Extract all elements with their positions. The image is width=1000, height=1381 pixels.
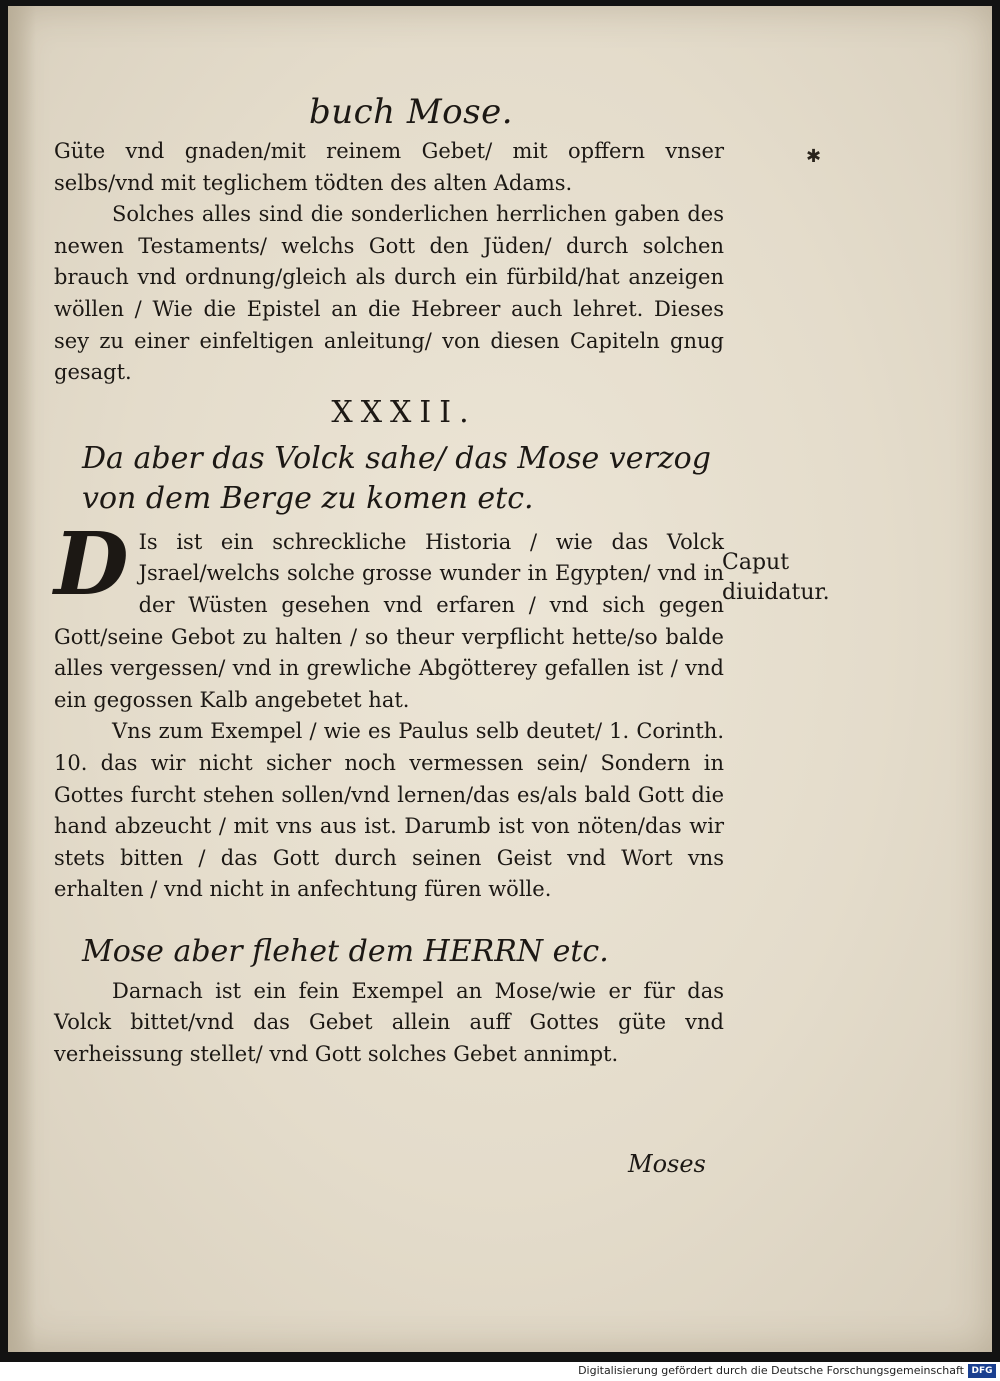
dfg-logo: DFG <box>968 1364 996 1378</box>
paragraph-continuation: Güte vnd gnaden/mit reinem Gebet/ mit opffern vnser selbs/vnd mit teglichem tödten des alten Adams. <box>54 139 724 195</box>
chapter-number: XXXII. <box>331 394 477 430</box>
drop-cap-initial: D <box>54 513 129 615</box>
footer-credit: Digitalisierung gefördert durch die Deutsche Forschungsgemeinschaft <box>578 1364 964 1377</box>
paragraph-gaben: Solches alles sind die sonderlichen herrlichen gaben des newen Testaments/ welchs Gott den Jüden/ durch solchen brauch vnd ordnung/gleich als durch ein fürbild/hat anzeigen wöllen / Wie die Epistel an die Hebreer auch lehret. Dieses sey zu einer einfeltigen anleitung/ von diesen Capiteln gnug gesagt. <box>54 202 724 385</box>
ink-speck: ✱ <box>806 146 822 167</box>
running-head: buch Mose. <box>308 92 514 132</box>
main-text-block <box>54 92 724 1071</box>
section-heading-volck: Da aber das Volck sahe/ das Mose verzog von dem Berge zu komen etc. <box>82 440 711 516</box>
paragraph-historia <box>54 513 724 717</box>
paragraph-gebet: Darnach ist ein fein Exempel an Mose/wie er für das Volck bittet/vnd das Gebet allein auff Gottes güte vnd verheissung stellet/ vnd Gott solches Gebet annimpt. <box>54 978 724 1067</box>
paragraph-historia-text: Is ist ein schreckliche Historia / wie das Volck Jsrael/welchs solche grosse wunder in Egypten/ vnd in der Wüsten gesehen vnd erfaren / vnd sich gegen Gott/seine Gebot zu halten / so theur verpflicht hette/so balde alles vergessen/ vnd in grewliche Abgötterey gefallen ist / vnd ein gegossen Kalb angebetet hat. <box>54 529 724 712</box>
digitization-footer <box>0 1362 1000 1381</box>
page-gutter-shadow <box>8 6 36 1352</box>
marginal-note: Caput diuidatur. <box>722 550 830 605</box>
section-heading-mose: Mose aber flehet dem HERRN etc. <box>82 933 609 969</box>
paragraph-exempel: Vns zum Exempel / wie es Paulus selb deutet/ 1. Corinth. 10. das wir nicht sicher noch vermessen sein/ Sondern in Gottes furcht stehen sollen/vnd lernen/das es/als bald Gott die hand abzeucht / mit vns aus ist. Darumb ist von nöten/das wir stets bitten / das Gott durch seinen Geist vnd Wort vns erhalten / vnd nicht in anfechtung füren wölle. <box>54 719 724 902</box>
catchword: Moses <box>628 1150 706 1178</box>
